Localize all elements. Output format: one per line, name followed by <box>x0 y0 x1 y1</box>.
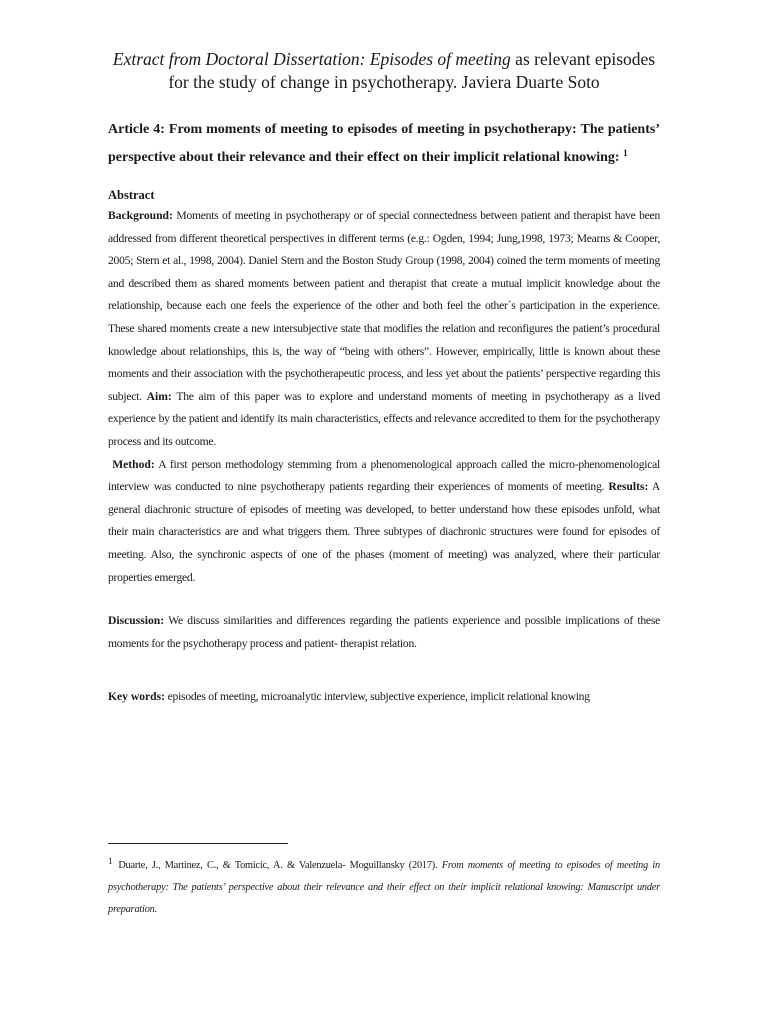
results-label: Results: <box>608 480 649 494</box>
keywords-text: episodes of meeting, microanalytic interview, subjective experience, implicit relational knowing <box>165 690 590 704</box>
method-label: Method: <box>112 457 155 471</box>
background-text: Moments of meeting in psychotherapy or of special connectedness between patient and therapist have been addressed from different theoretical perspectives in different terms (e.g.: Ogden, 1994; Jung,1998, 1973; Mearns & Cooper, 2005; Stern et al., 1998, 2004). Daniel Stern and the Boston Study Group (1998, 2004) coined the term moments of meeting and described them as shared moments between patient and therapist that create a mutual implicit knowledge about the relationship, because each one feels the experience of the other and both feel the other´s participation in the experience. These shared moments create a new intersubjective state that modifies the relation and reconfigures the patient’s procedural knowledge about relationships, this is, the way of “being with others”. However, empirically, little is known about these moments and their association with the psychotherapeutic process, and less yet about the patients’ perspective regarding this subject. <box>108 209 660 403</box>
keywords-label: Key words: <box>108 690 165 704</box>
background-label: Background: <box>108 209 173 222</box>
footnote <box>108 855 660 921</box>
abstract-discussion-paragraph <box>108 610 660 655</box>
abstract-background-paragraph <box>108 205 660 454</box>
article-title <box>108 116 660 172</box>
document-title-rest: as relevant episodes for the study of change in psychotherapy. Javiera Duarte Soto <box>168 49 656 92</box>
keywords-paragraph <box>108 686 660 709</box>
footnote-marker: 1 <box>108 856 113 866</box>
aim-label: Aim: <box>146 389 172 403</box>
document-title <box>108 48 660 94</box>
footnote-authors: Duarte, J., Martinez, C., & Tomicic, A. & Valenzuela- Moguillansky (2017). <box>118 860 442 871</box>
discussion-text: We discuss similarities and differences regarding the patients experience and possible implications of these moments for the psychotherapy process and patient- therapist relation. <box>108 614 660 650</box>
footnote-reference-marker: 1 <box>623 148 628 158</box>
abstract-heading: Abstract <box>108 188 155 202</box>
document-title-italic: Extract from Doctoral Dissertation: Episodes of meeting <box>112 49 511 69</box>
results-text: A general diachronic structure of episodes of meeting was developed, to better understand how these episodes unfold, what their main characteristics are and what triggers them. Three subtypes of diachronic structures were found for episodes of meeting. Also, the synchronic aspects of one of the phases (moment of meeting) was analyzed, where their particular properties emerged. <box>108 480 660 584</box>
article-title-text: Article 4: From moments of meeting to episodes of meeting in psychotherapy: The patients’ perspective about their relevance and their effect on their implicit relational knowing: <box>108 122 660 165</box>
footnote-separator <box>108 843 288 844</box>
aim-text: The aim of this paper was to explore and understand moments of meeting in psychotherapy as a lived experience by the patient and identify its main characteristics, effects and relevance accredited to them for the psychotherapy process and its outcome. <box>108 389 660 448</box>
footnote-title: From moments of meeting to episodes of meeting in psychotherapy: The patients’ perspective about their relevance and their effect on their implicit relational knowing: Manuscript under preparation. <box>108 860 660 915</box>
discussion-label: Discussion: <box>108 614 165 628</box>
abstract-method-paragraph <box>108 454 660 590</box>
method-text: A first person methodology stemming from a phenomenological approach called the micro-phenomenological interview was conducted to nine psychotherapy patients regarding their experiences of moments of meeting. <box>108 457 660 494</box>
